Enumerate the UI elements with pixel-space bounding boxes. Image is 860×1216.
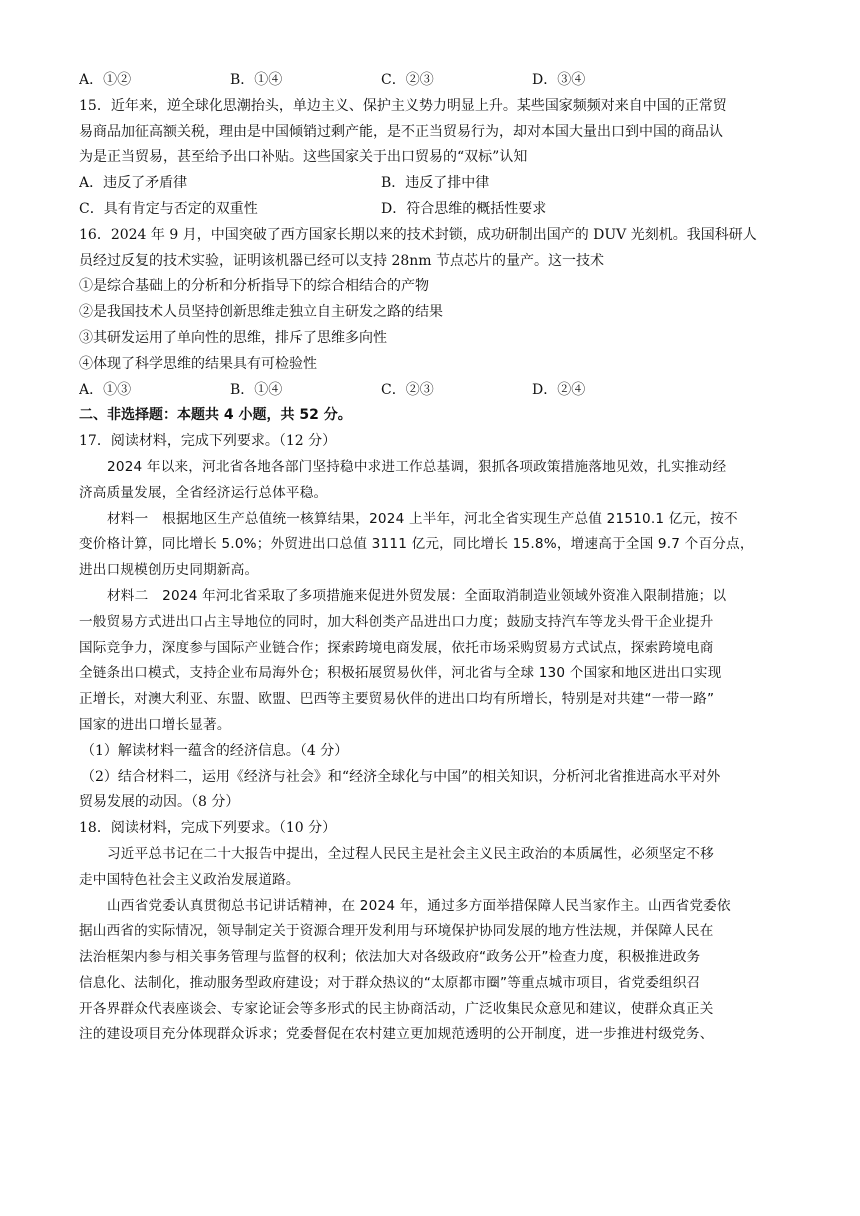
q17-material2-line: 国家的进出口增长显著。 — [79, 716, 231, 733]
q14-option-c[interactable]: C．②③ — [381, 72, 434, 88]
q15-stem-line: 易商品加征高额关税，理由是中国倾销过剩产能，是不正当贸易行为，却对本国大量出口到中国的商品认 — [79, 123, 723, 140]
section-heading: 二、非选择题：本题共 4 小题，共 52 分。 — [79, 407, 352, 424]
q17-material2-line: 一般贸易方式进出口占主导地位的同时，加大科创类产品进出口力度；鼓励支持汽车等龙头骨干企业提升 — [79, 613, 714, 630]
question-17 — [79, 429, 783, 816]
q15-options-row — [79, 171, 783, 197]
q16-option-a[interactable]: A．①③ — [79, 381, 132, 398]
q18-material-line: 注的建设项目充分体现群众诉求；党委督促在农村建立更加规范透明的公开制度，进一步推进村级党务、 — [79, 1026, 714, 1043]
q17-stem: 17．阅读材料，完成下列要求。（12 分） — [79, 433, 337, 450]
q18-material-line: 法治框架内参与相关事务管理与监督的权利；依法加大对各级政府“政务公开”检查力度，积极推进政务 — [79, 949, 701, 966]
q18-intro-line: 习近平总书记在二十大报告中提出，全过程人民民主是社会主义民主政治的本质属性，必须坚定不移 — [107, 845, 714, 862]
q18-material-line: 开各界群众代表座谈会、专家论证会等多形式的民主协商活动，广泛收集民众意见和建议，使群众真正关 — [79, 1000, 714, 1017]
q16-stem-line: 16．2024 年 9 月，中国突破了西方国家长期以来的技术封锁，成功研制出国产的 DUV 光刻机。我国科研人 — [79, 226, 757, 243]
q15-stem-line: 为是正当贸易，甚至给予出口补贴。这些国家关于出口贸易的“双标”认知 — [79, 149, 528, 166]
q14-options — [79, 68, 783, 94]
q16-option-c[interactable]: C．②③ — [381, 381, 434, 398]
q16-item: ①是综合基础上的分析和分析指导下的综合相结合的产物 — [79, 278, 429, 295]
q14-option-d[interactable]: D．③④ — [532, 72, 586, 88]
q15-options-row — [79, 197, 783, 223]
q17-material1-line: 变价格计算，同比增长 5.0%；外贸进出口总值 3111 亿元，同比增长 15.8%，增速高于全国 9.7 个百分点， — [79, 536, 754, 553]
q15-stem-line: 15．近年来，逆全球化思潮抬头，单边主义、保护主义势力明显上升。某些国家频频对来自中国的正常贸 — [79, 97, 727, 114]
q17-requirement-1: （1）解读材料一蕴含的经济信息。（4 分） — [81, 742, 349, 759]
q16-item: ③其研发运用了单向性的思维，排斥了思维多向性 — [79, 329, 387, 346]
q18-material-line: 信息化、法制化，推动服务型政府建设；对于群众热议的“太原都市圈”等重点城市项目，省党委组织召 — [79, 974, 701, 991]
q17-intro-line: 济高质量发展，全省经济运行总体平稳。 — [79, 484, 328, 501]
q18-stem: 18．阅读材料，完成下列要求。（10 分） — [79, 820, 337, 837]
q15-option-a[interactable]: A．违反了矛盾律 — [79, 175, 188, 192]
q17-material1-line: 材料一 根据地区生产总值统一核算结果，2024 上半年，河北全省实现生产总值 21510.1 亿元，按不 — [107, 510, 738, 527]
q17-material2-line: 正增长，对澳大利亚、东盟、欧盟、巴西等主要贸易伙伴的进出口均有所增长，特别是对共建“一带一路” — [79, 691, 715, 708]
q16-option-b[interactable]: B．①④ — [230, 381, 283, 398]
q15-option-c[interactable]: C．具有肯定与否定的双重性 — [79, 200, 258, 217]
question-16 — [79, 223, 783, 404]
q14-option-a[interactable]: A．①② — [79, 72, 132, 88]
q16-stem-line: 员经过反复的技术实验，证明该机器已经可以支持 28nm 节点芯片的量产。这一技术 — [79, 252, 605, 269]
q17-intro-line: 2024 年以来，河北省各地各部门坚持稳中求进工作总基调，狠抓各项政策措施落地见效，扎实推动经 — [107, 458, 727, 475]
q18-intro-line: 走中国特色社会主义政治发展道路。 — [79, 871, 300, 888]
q16-item: ④体现了科学思维的结果具有可检验性 — [79, 355, 317, 372]
q17-requirement-2-cont: 贸易发展的动因。（8 分） — [79, 794, 240, 811]
q16-options — [79, 378, 783, 404]
q15-option-b[interactable]: B．违反了排中律 — [381, 175, 490, 192]
q17-material2-line: 全链条出口模式，支持企业布局海外仓；积极拓展贸易伙伴，河北省与全球 130 个国家和地区进出口实现 — [79, 665, 722, 682]
question-18 — [79, 816, 783, 1048]
q15-option-d[interactable]: D．符合思维的概括性要求 — [381, 200, 547, 217]
q16-item: ②是我国技术人员坚持创新思维走独立自主研发之路的结果 — [79, 304, 443, 321]
q17-material2-line: 国际竞争力，深度参与国际产业链合作；探索跨境电商发展，依托市场采购贸易方式试点，探索跨境电商 — [79, 639, 714, 656]
q17-requirement-2: （2）结合材料二，运用《经济与社会》和“经济全球化与中国”的相关知识，分析河北省推进高水平对外 — [81, 768, 721, 785]
question-15 — [79, 94, 783, 223]
q16-option-d[interactable]: D．②④ — [532, 381, 586, 398]
exam-page — [79, 68, 783, 1048]
q18-material-line: 据山西省的实际情况，领导制定关于资源合理开发利用与环境保护协同发展的地方性法规，并保障人民在 — [79, 923, 714, 940]
q17-material1-line: 进出口规模创历史同期新高。 — [79, 562, 259, 579]
q14-option-b[interactable]: B．①④ — [230, 72, 283, 88]
q17-material2-line: 材料二 2024 年河北省采取了多项措施来促进外贸发展：全面取消制造业领域外资准入限制措施；以 — [107, 587, 727, 604]
q18-material-line: 山西省党委认真贯彻总书记讲话精神，在 2024 年，通过多方面举措保障人民当家作主。山西省党委依 — [107, 897, 731, 914]
